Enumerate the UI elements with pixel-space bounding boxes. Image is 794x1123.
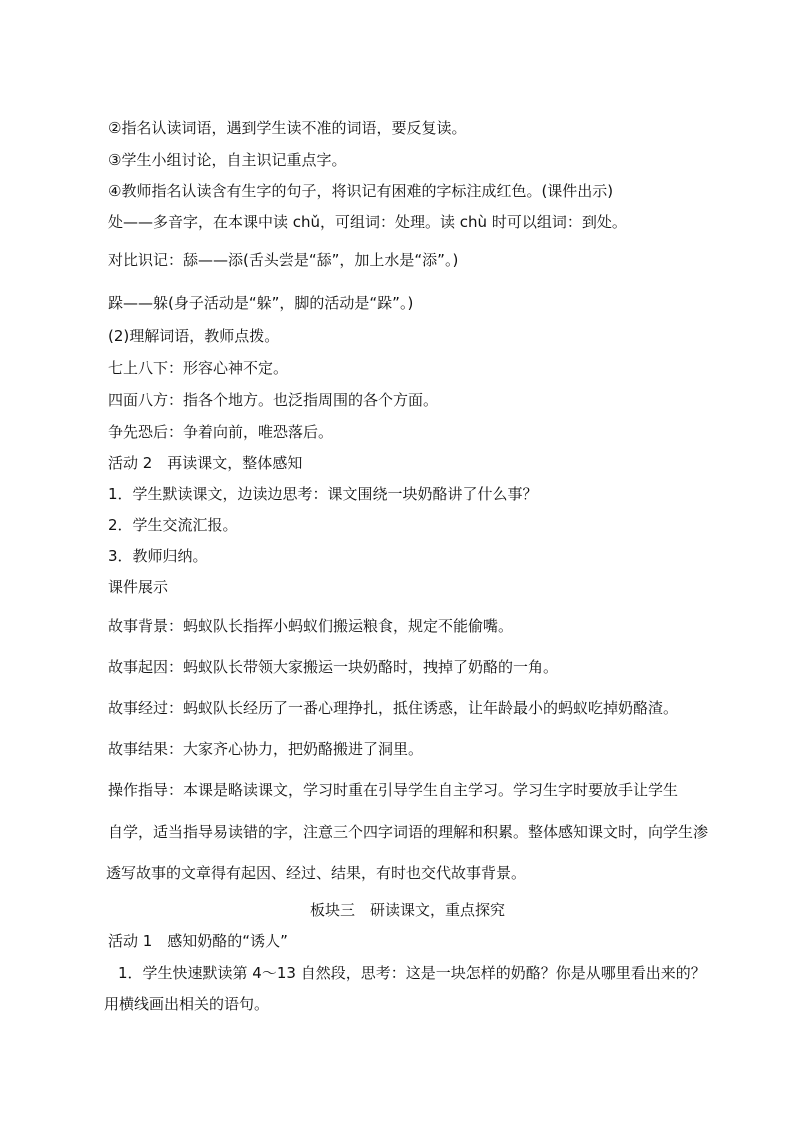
text-line: 故事背景：蚂蚁队长指挥小蚂蚁们搬运粮食，规定不能偷嘴。 [108,617,514,635]
text-line: 故事经过：蚂蚁队长经历了一番心理挣扎，抵住诱惑，让年龄最小的蚂蚁吃掉奶酪渣。 [108,699,679,717]
text-line: 故事起因：蚂蚁队长带领大家搬运一块奶酪时，拽掉了奶酪的一角。 [108,658,559,676]
text-line: (2)理解词语，教师点拨。 [108,327,280,345]
text-line: 跺——躲(身子活动是“躲”，脚的活动是“跺”。) [108,294,414,312]
section-heading: 板块三 研读课文，重点探究 [310,901,506,919]
text-line: 2．学生交流汇报。 [108,516,238,534]
text-line: ④教师指名认读含有生字的句子，将识记有困难的字标注成红色。(课件出示) [108,182,614,200]
text-line: 争先恐后：争着向前，唯恐落后。 [108,423,334,441]
text-line: 对比识记：舔——添(舌头尝是“舔”，加上水是“添”。) [108,251,459,269]
text-line: 操作指导：本课是略读课文，学习时重在引导学生自主学习。学习生字时要放手让学生 [108,781,679,799]
text-line: 用横线画出相关的语句。 [104,995,270,1013]
text-line: 透写故事的文章得有起因、经过、结果，有时也交代故事背景。 [106,864,527,882]
activity-heading: 活动 2 再读课文，整体感知 [108,454,303,472]
text-line: ②指名认读词语，遇到学生读不准的词语，要反复读。 [108,119,467,137]
text-line: 课件展示 [108,578,169,596]
activity-heading: 活动 1 感知奶酪的“诱人” [108,932,288,950]
text-line: 处——多音字，在本课中读 chǔ，可组词：处理。读 chù 时可以组词：到处。 [108,213,627,231]
text-line: 故事结果：大家齐心协力，把奶酪搬进了洞里。 [108,740,424,758]
text-line: 四面八方：指各个地方。也泛指周围的各个方面。 [108,391,439,409]
text-line: 自学，适当指导易读错的字，注意三个四字词语的理解和积累。整体感知课文时，向学生渗 [108,823,709,841]
text-line: 七上八下：形容心神不定。 [108,359,289,377]
text-line: ③学生小组讨论，自主识记重点字。 [108,151,347,169]
text-line: 3．教师归纳。 [108,547,208,565]
text-line: 1．学生默读课文，边读边思考：课文围绕一块奶酪讲了什么事？ [108,485,538,503]
text-line: 1．学生快速默读第 4～13 自然段，思考：这是一块怎样的奶酪？你是从哪里看出来的？ [118,964,706,982]
